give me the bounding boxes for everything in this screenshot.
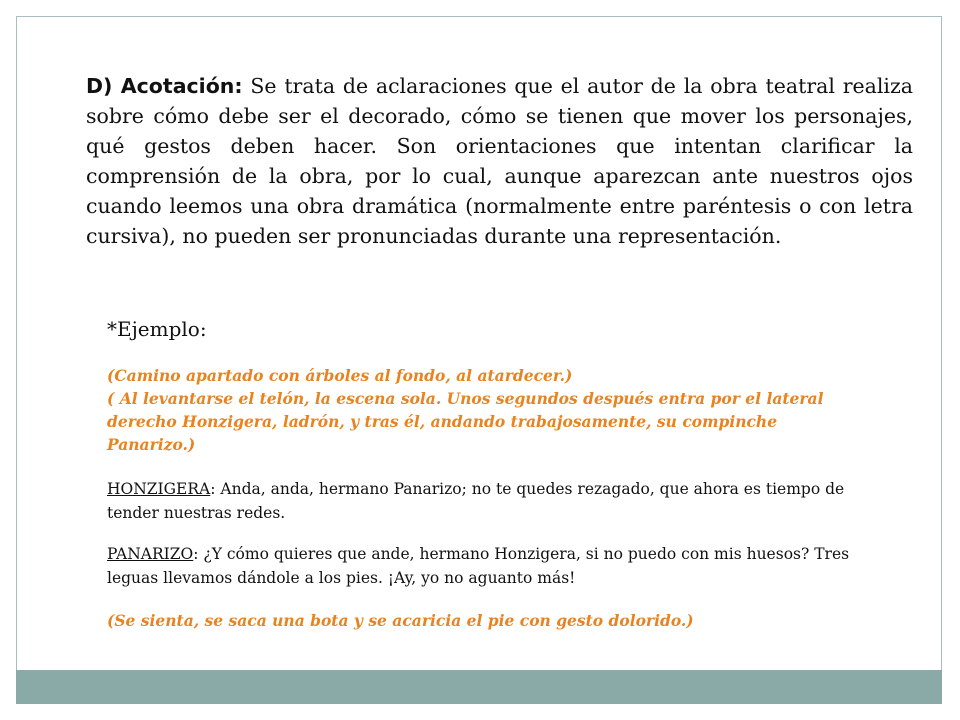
definition-body: Se trata de aclaraciones que el autor de la obra teatral realiza sobre cómo debe ser el decorado, cómo se tienen que mover los personajes, qué gestos deben hacer. Son orientaciones que intentan clarificar la comprensión de la obra, por lo cual, aunque aparezcan ante nuestros ojos cuando leemos una obra dramática (normalmente entre paréntesis o con letra cursiva), no pueden ser pronunciadas durante una representación. bbox=[86, 74, 914, 248]
stage-direction-1: (Camino apartado con árboles al fondo, al atardecer.) bbox=[107, 366, 573, 385]
speaker-name: HONZIGERA bbox=[107, 480, 211, 498]
definition-paragraph bbox=[86, 71, 913, 251]
stage-direction-3: (Se sienta, se saca una bota y se acaricia el pie con gesto dolorido.) bbox=[107, 611, 694, 630]
dialogue-text: : Anda, anda, hermano Panarizo; no te quedes rezagado, que ahora es tiempo de tender nuestras redes. bbox=[107, 480, 845, 522]
dialogue-line-panarizo bbox=[107, 542, 867, 590]
speaker-name: PANARIZO bbox=[107, 545, 194, 563]
dialogue-line-honzigera bbox=[107, 477, 867, 525]
footer-bar bbox=[16, 670, 942, 704]
stage-direction-2: ( Al levantarse el telón, la escena sola. Unos segundos después entra por el lateral derecho Honzigera, ladrón, y tras él, andando trabajosamente, su compinche Panarizo.) bbox=[107, 389, 824, 454]
definition-term: D) Acotación: bbox=[86, 74, 243, 98]
example-heading: *Ejemplo: bbox=[107, 317, 207, 341]
dialogue-text: : ¿Y cómo quieres que ande, hermano Honzigera, si no puedo con mis huesos? Tres leguas llevamos dándole a los pies. ¡Ay, yo no aguanto más! bbox=[107, 545, 850, 587]
